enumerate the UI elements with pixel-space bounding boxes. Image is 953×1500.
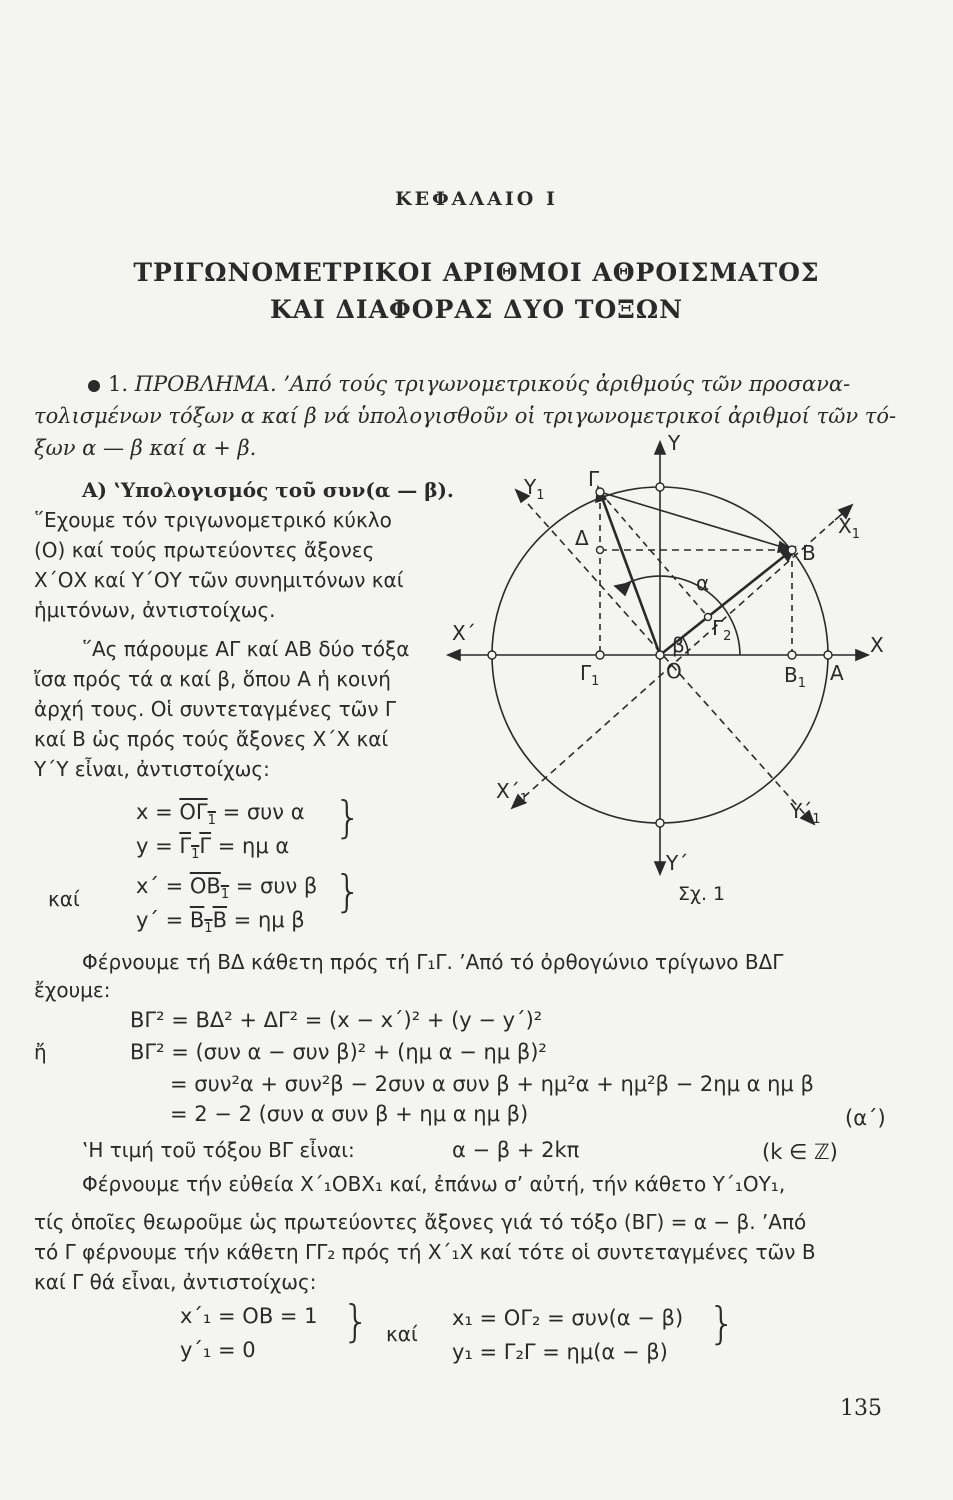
para3-line-1: Φέρνουμε τή ΒΔ κάθετη πρός τή Γ₁Γ. ’Από τό ὀρθογώνιο τρίγωνο ΒΔΓ [82,950,784,974]
point-b1 [788,651,796,659]
title-line-1: ΤΡΙΓΩΝΟΜΕΤΡΙΚΟΙ ΑΡΙΘΜΟΙ ΑΘΡΟΙΣΜΑΤΟΣ [133,258,820,287]
brace-right-4: } [708,1298,736,1349]
arc-value-condition: (k ∈ ℤ) [762,1140,838,1164]
problem-number: 1. [108,372,129,396]
y1-axis [520,495,810,820]
para2-line-2: ἴσα πρός τά α καί β, ὅπου Α ἡ κοινή [34,667,391,691]
equation-1: ΒΓ² = ΒΔ² + ΔΓ² = (x − x΄)² + (y − y΄)² [130,1008,543,1032]
arc-value-text: ‛Η τιμή τοῦ τόξου ΒΓ εἶναι: [82,1138,355,1162]
label-y1p: $\Upsilon΄_1$ [790,799,821,827]
coord-xp [136,874,317,902]
coords2-right-1: x₁ = ΟΓ₂ = συν(α − β) [452,1306,684,1330]
point-a [824,651,832,659]
coord-y [136,834,289,862]
label-gamma1: $\Gamma_1$ [580,661,600,689]
y-axis-arrow-bottom [655,862,665,874]
coord-xp-seg: $OB_1$ [189,874,230,903]
problem-line-1 [88,372,850,396]
para1-line-2: (Ο) καί τούς πρωτεύοντες ἄξονες [34,538,375,562]
coord-x-lhs: x = [136,800,180,824]
label-x1: $X_1$ [838,514,860,542]
label-x: Χ [870,633,884,657]
point-bottom [656,819,664,827]
section-a-heading: A) ‛Υπολογισμός τοῦ συν(α — β). [82,478,454,502]
radius-og [600,492,660,655]
coord-xp-lhs: x΄ = [136,874,190,898]
label-beta: β [672,633,685,657]
label-x1p: $X΄_1$ [496,779,528,807]
para3-line-2: ἔχουμε: [34,978,111,1002]
brace-right-3: } [342,1296,370,1347]
equation-3: = συν²α + συν²β − 2συν α συν β + ημ²α + ημ²β − 2ημ α ημ β [170,1072,814,1096]
problem-text-1: ’Από τούς τριγωνομετρικούς ἀριθμούς τῶν προσανα- [283,372,851,396]
coord-y-rhs: = ημ α [211,834,290,858]
brace-right-2: } [334,866,362,917]
para4-line-4: καί Γ θά εἶναι, ἀντιστοίχως: [34,1270,317,1294]
para4-line-1: Φέρνουμε τήν εὐθεία Χ΄₁ΟΒΧ₁ καί, ἐπάνω σ’ αὐτή, τήν κάθετο Υ΄₁ΟΥ₁, [82,1172,786,1196]
coord-yp-seg: $B_1B$ [189,908,227,937]
equation-4: = 2 − 2 (συν α συν β + ημ α ημ β) [170,1102,529,1126]
or-word: ἤ [34,1040,47,1064]
trig-circle-figure [440,430,900,930]
label-gamma: Γ [588,467,600,491]
label-yp: Υ΄ [666,851,689,875]
equation-2: ΒΓ² = (συν α − συν β)² + (ημ α − ημ β)² [130,1040,547,1064]
label-y: Υ [668,431,681,455]
x-axis-arrow-right [856,650,868,660]
problem-line-3: ξων α — β καί α + β. [34,436,257,460]
coords2-left-2: y΄₁ = 0 [180,1338,256,1362]
coords2-right-2: y₁ = Γ₂Γ = ημ(α − β) [452,1340,668,1364]
label-gamma2: $\Gamma_2$ [712,616,732,644]
label-alpha: α [696,571,710,595]
point-b [788,546,796,554]
para2-line-3: ἀρχή τους. Οἱ συντεταγμένες τῶν Γ [34,697,397,721]
title-line-2: ΚΑΙ ΔΙΑΦΟΡΑΣ ΔΥΟ ΤΟΞΩΝ [270,295,683,324]
label-xp: Χ΄ [452,621,476,645]
para2-line-4: καί Β ὡς πρός τούς ἄξονες Χ΄Χ καί [34,727,389,751]
point-g2 [705,614,712,621]
arc-value: α − β + 2kπ [452,1138,580,1162]
coord-xp-rhs: = συν β [229,874,318,898]
point-left [488,651,496,659]
point-d [597,547,604,554]
kai-word-2: καί [386,1322,418,1346]
para1-line-3: Χ΄ΟΧ καί Υ΄ΟΥ τῶν συνημιτόνων καί [34,568,404,592]
coord-x-seg: $O\Gamma_1$ [179,800,216,829]
para4-line-3: τό Γ φέρνουμε τήν κάθετη ΓΓ₂ πρός τή Χ΄₁Χ καί τότε οἱ συντεταγμένες τῶν Β [34,1240,816,1264]
y-axis-arrow-top [655,442,665,454]
page-number: 135 [840,1396,882,1421]
point-g1 [596,651,604,659]
brace-right-1: } [334,792,362,843]
point-o [656,651,664,659]
coords2-left-1: x΄₁ = ΟΒ = 1 [180,1304,318,1328]
para1-line-4: ἡμιτόνων, ἀντιστοίχως. [34,598,276,622]
problem-line-2: τολισμένων τόξων α καί β νά ὑπολογισθοῦν οἱ τριγωνομετρικοί ἀριθμοί τῶν τό- [34,404,897,428]
label-y1: $\Upsilon_1$ [524,475,545,503]
kai-word-1: καί [48,887,80,911]
chord-bg [600,492,792,550]
coord-x-rhs: = συν α [215,800,305,824]
para2-line-5: Υ΄Υ εἶναι, ἀντιστοίχως: [34,757,270,781]
point-top [656,483,664,491]
label-o: Ο [666,659,682,683]
coord-y-seg: $\Gamma_1\Gamma$ [179,834,212,863]
label-delta: Δ [575,526,589,550]
perp-g-g2 [600,492,708,617]
label-a: Α [830,661,844,685]
coord-yp-lhs: y΄ = [136,908,190,932]
arc-alpha-arrow [615,583,630,595]
bullet-icon [88,380,100,392]
label-b: Β [802,541,816,565]
label-b1: $B_1$ [784,663,807,691]
para2-line-1: ῞Ας πάρουμε ΑΓ καί ΑΒ δύο τόξα [82,637,410,661]
para1-line-1: ῞Εχουμε τόν τριγωνομετρικό κύκλο [34,508,392,532]
coord-yp-rhs: = ημ β [227,908,305,932]
para4-line-2: τίς ὁποῖες θεωροῦμε ὡς πρωτεύοντες ἄξονες γιά τό τόξο (ΒΓ) = α − β. ’Από [34,1210,807,1234]
coord-y-lhs: y = [136,834,180,858]
problem-label: ΠΡΟΒΛΗΜΑ. [134,372,277,396]
figure-caption: Σχ. 1 [678,883,726,905]
coord-yp [136,908,305,936]
x-axis-arrow-left [448,650,460,660]
coord-x [136,800,305,828]
equation-4-tag: (α΄) [845,1106,886,1130]
chapter-heading: ΚΕΦΑΛΑΙΟ Ι [395,188,558,210]
